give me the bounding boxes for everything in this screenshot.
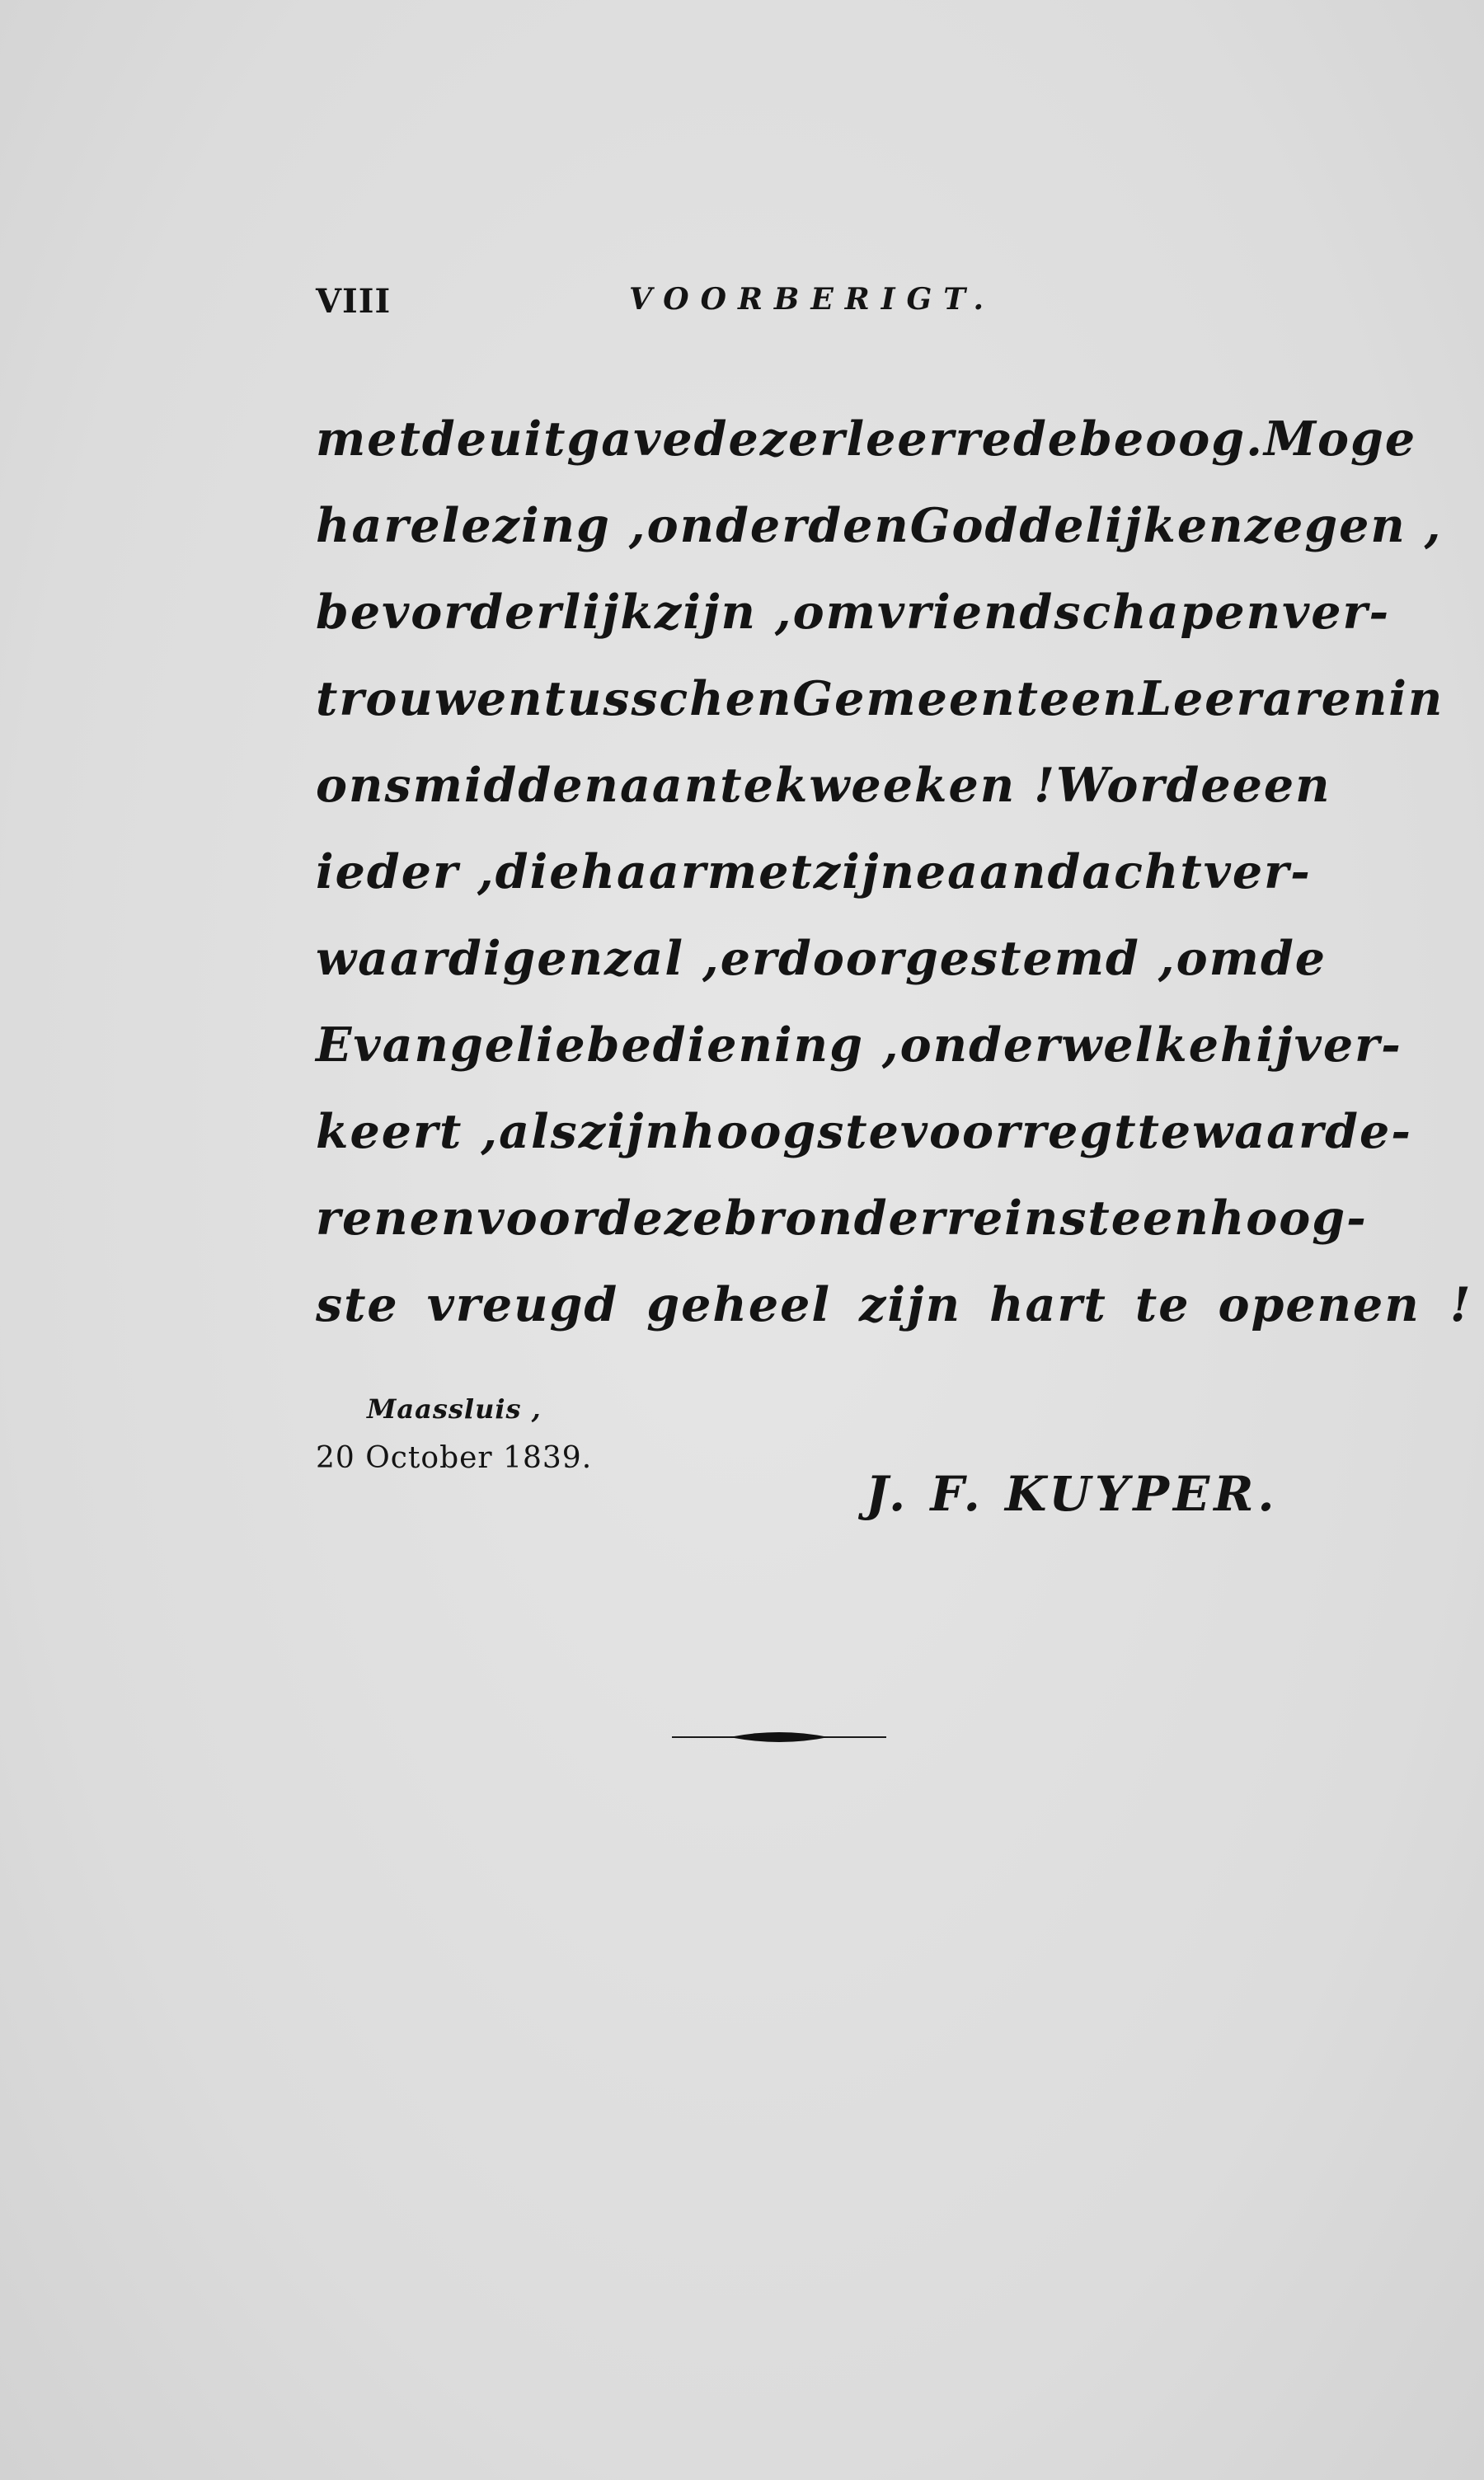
word: geheel: [646, 1277, 832, 1332]
word: hoogste: [680, 1104, 900, 1159]
word: die: [495, 844, 581, 899]
word: te: [720, 758, 775, 813]
word: aandacht: [947, 844, 1204, 899]
word: en: [409, 1191, 477, 1246]
word: als: [499, 1104, 579, 1159]
word: Goddelijken: [909, 498, 1245, 553]
word: waarde-: [1192, 1104, 1412, 1159]
page-number: VIII: [316, 282, 392, 321]
word: Moge: [1263, 411, 1417, 467]
word: met: [316, 411, 422, 467]
word: deze: [598, 1191, 725, 1246]
word: trouwen: [316, 671, 544, 726]
running-title: VOORBERIGT.: [629, 282, 995, 317]
text-line: [316, 829, 1312, 915]
word: zegen ,: [1244, 498, 1443, 553]
word: reinste: [946, 1191, 1144, 1246]
page-header: [316, 282, 1284, 323]
word: zijn ,: [654, 585, 793, 640]
word: met: [707, 844, 814, 899]
word: de: [421, 411, 489, 467]
word: welke: [1061, 1017, 1220, 1073]
word: zijne: [813, 844, 948, 899]
word: voor: [477, 1191, 599, 1246]
ornament-rule-icon: [672, 1726, 886, 1748]
word: leerrede: [846, 411, 1080, 467]
text-line: [316, 1175, 1368, 1261]
word: midden: [412, 758, 620, 813]
word: en: [1214, 585, 1283, 640]
text-line: [316, 742, 1331, 829]
word: waardigen: [316, 931, 605, 986]
word: Leeraren: [1138, 671, 1389, 726]
word: kweeken !: [774, 758, 1057, 813]
word: aan: [619, 758, 721, 813]
word: Evangeliebediening ,: [316, 1017, 900, 1073]
word: te: [1134, 1277, 1190, 1332]
word: dezer: [693, 411, 847, 467]
word: en: [1071, 671, 1139, 726]
text-line: [316, 569, 1391, 655]
word: onder: [899, 1017, 1062, 1073]
word: zijn: [578, 1104, 681, 1159]
word: Gemeente: [792, 671, 1072, 726]
word: zijn: [859, 1277, 962, 1332]
word: zal ,: [604, 931, 721, 986]
word: te: [1137, 1104, 1193, 1159]
text-line: [316, 396, 1417, 482]
word: om: [1176, 931, 1261, 986]
word: hare: [316, 498, 442, 553]
word: door: [778, 931, 905, 986]
word: bron: [724, 1191, 854, 1246]
word: hoog-: [1209, 1191, 1368, 1246]
word: in: [1388, 671, 1444, 726]
author-signature: J. F. KUYPER.: [866, 1466, 1279, 1522]
word: hij: [1219, 1017, 1294, 1073]
word: en: [1143, 1191, 1210, 1246]
word: onder: [646, 498, 809, 553]
word: uitgave: [488, 411, 694, 467]
word: gestemd ,: [904, 931, 1176, 986]
text-line: [316, 915, 1327, 1002]
word: ste: [316, 1277, 399, 1332]
word: beoog.: [1079, 411, 1264, 467]
word: der: [853, 1191, 946, 1246]
word: ons: [316, 758, 413, 813]
text-line: [316, 1261, 1472, 1348]
word: haar: [580, 844, 707, 899]
text-line: [316, 1088, 1412, 1175]
word: hart: [989, 1277, 1107, 1332]
word: ieder ,: [316, 844, 495, 899]
body-text: [316, 396, 1472, 1348]
word: lezing ,: [441, 498, 647, 553]
closing-place: Maassluis ,: [367, 1393, 542, 1425]
word: ren: [316, 1191, 410, 1246]
text-line: [316, 1002, 1402, 1088]
word: voorregt: [899, 1104, 1138, 1159]
closing-date: 20 October 1839.: [316, 1441, 593, 1475]
word: Worde: [1056, 758, 1233, 813]
word: een: [1232, 758, 1331, 813]
word: keert ,: [316, 1104, 500, 1159]
word: ver-: [1282, 585, 1391, 640]
word: vreugd: [426, 1277, 619, 1332]
word: om: [792, 585, 877, 640]
word: bevorderlijk: [316, 585, 655, 640]
word: openen !: [1218, 1277, 1472, 1332]
word: de: [1260, 931, 1327, 986]
text-line: [316, 655, 1444, 742]
text-line: [316, 482, 1443, 569]
word: tusschen: [543, 671, 793, 726]
word: den: [808, 498, 910, 553]
word: ver-: [1203, 844, 1312, 899]
word: er: [720, 931, 778, 986]
word: ver-: [1294, 1017, 1402, 1073]
word: vriendschap: [877, 585, 1215, 640]
